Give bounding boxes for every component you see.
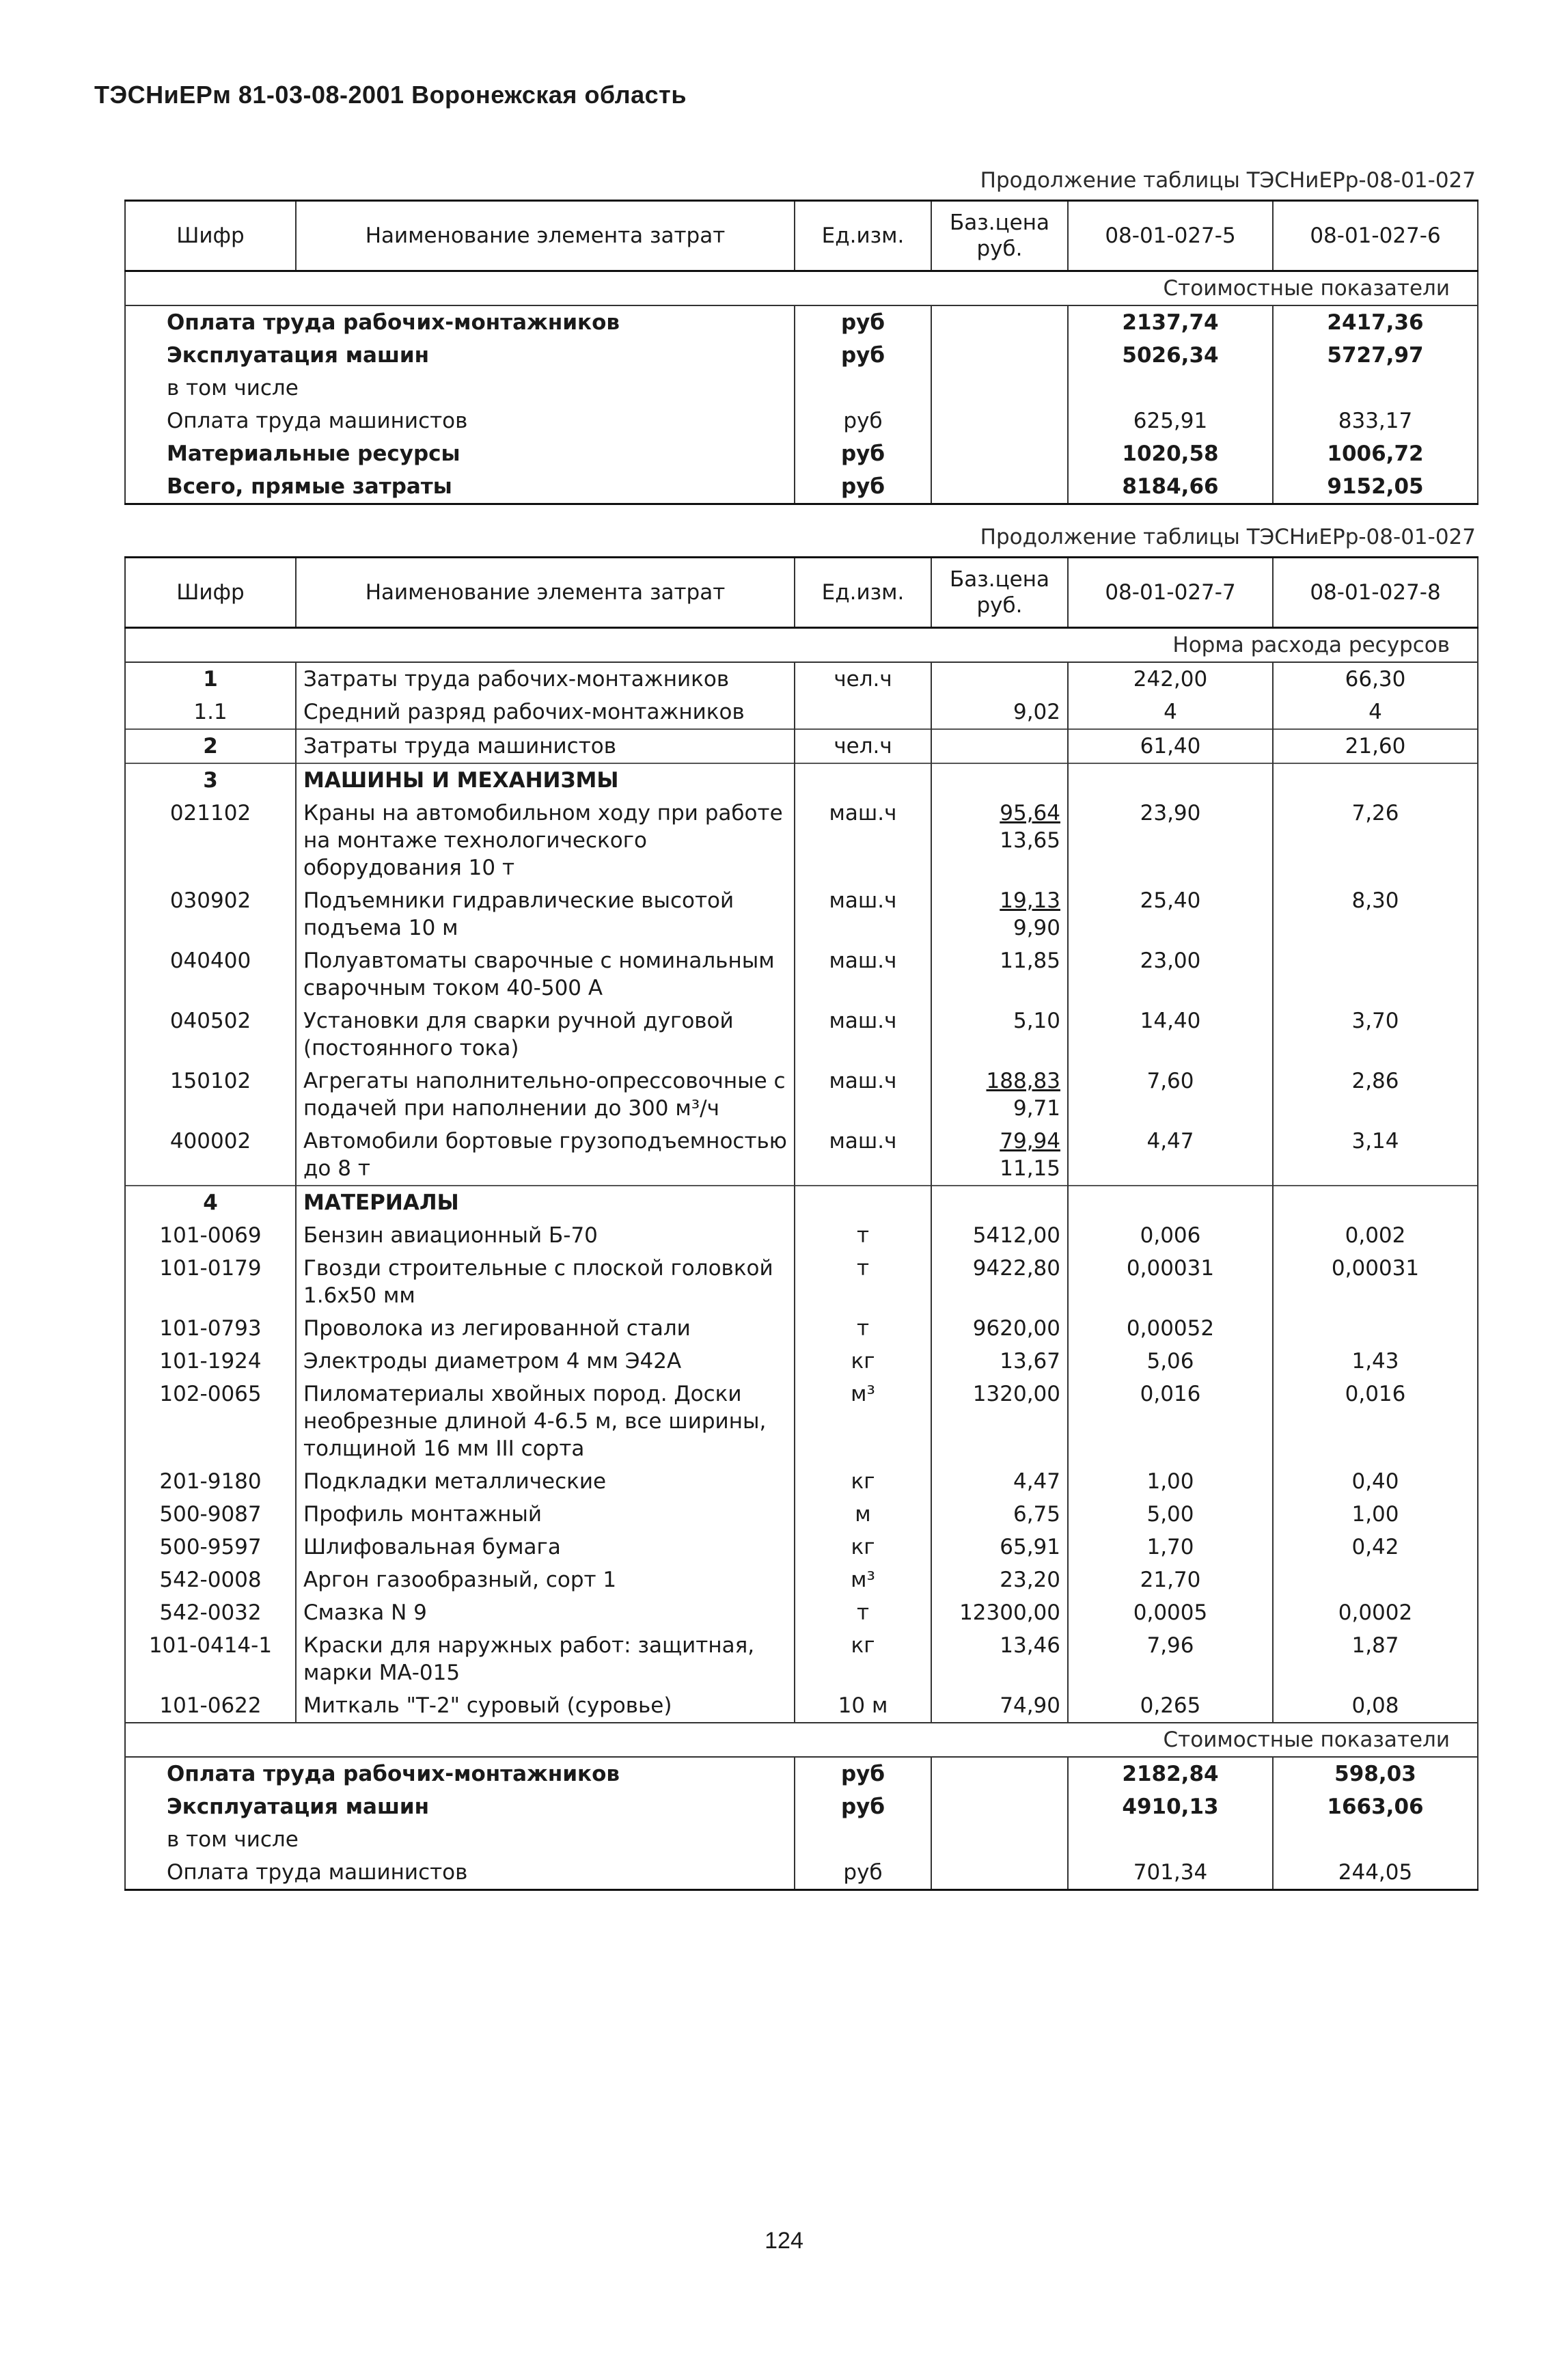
col-header-name: Наименование элемента затрат: [296, 201, 795, 271]
resource-base-price: [931, 1065, 1068, 1125]
table-row: [125, 662, 1478, 696]
resource-base-price: 13,46: [931, 1629, 1068, 1689]
table-row: [125, 1856, 1478, 1890]
cost-item-value-a: 701,34: [1068, 1856, 1273, 1890]
resource-name: Подкладки металлические: [296, 1465, 795, 1498]
cost-item-value-b: 2417,36: [1273, 305, 1478, 339]
resource-name: Гвозди строительные с плоской головкой 1.6х50 мм: [296, 1252, 795, 1312]
band-resource-norm: Норма расхода ресурсов: [125, 628, 1478, 663]
resource-code: 040502: [125, 1005, 296, 1065]
resource-base-price: 9422,80: [931, 1252, 1068, 1312]
table-row: [125, 1125, 1478, 1186]
resource-base-price: 4,47: [931, 1465, 1068, 1498]
norm-value-a: 7,96: [1068, 1629, 1273, 1689]
cost-item-unit: руб: [795, 339, 931, 372]
norm-value-a: [1068, 763, 1273, 797]
resource-code: 150102: [125, 1065, 296, 1125]
cost-item-name: Оплата труда рабочих-монтажников: [125, 1757, 795, 1790]
col-header-code: Шифр: [125, 201, 296, 271]
cost-item-value-b: 5727,97: [1273, 339, 1478, 372]
table-row: [125, 1823, 1478, 1856]
cost-item-value-b: 244,05: [1273, 1856, 1478, 1890]
price-machine: 95,64: [1000, 801, 1060, 825]
resource-code: 4: [125, 1186, 296, 1219]
norm-value-a: 14,40: [1068, 1005, 1273, 1065]
cost-item-name: Материальные ресурсы: [125, 437, 795, 470]
resource-name: Пиломатериалы хвойных пород. Доски необрезные длиной 4-6.5 м, все ширины, толщиной 16 мм III сорта: [296, 1378, 795, 1465]
norm-value-b: 4: [1273, 696, 1478, 729]
norm-value-a: 1,70: [1068, 1531, 1273, 1564]
table-row: [125, 1005, 1478, 1065]
norm-value-b: 1,87: [1273, 1629, 1478, 1689]
table2-band-cost-row: [125, 1723, 1478, 1757]
col-header-name: Наименование элемента затрат: [296, 558, 795, 628]
table-row: [125, 305, 1478, 339]
price-operator: 9,71: [1013, 1096, 1060, 1121]
norm-value-b: 0,40: [1273, 1465, 1478, 1498]
cost-item-price: [931, 1790, 1068, 1823]
cost-item-value-a: 625,91: [1068, 405, 1273, 437]
resource-unit: чел.ч: [795, 729, 931, 763]
resource-unit: [795, 696, 931, 729]
norm-value-b: 1,43: [1273, 1345, 1478, 1378]
cost-item-unit: [795, 1823, 931, 1856]
cost-item-price: [931, 1757, 1068, 1790]
band-cost-indicators: Стоимостные показатели: [125, 1723, 1478, 1757]
resource-unit: 10 м: [795, 1689, 931, 1723]
norm-value-b: 0,00031: [1273, 1252, 1478, 1312]
table-row: [125, 763, 1478, 797]
resource-base-price: 9,02: [931, 696, 1068, 729]
resource-name: МАТЕРИАЛЫ: [296, 1186, 795, 1219]
resource-name: Агрегаты наполнительно-опрессовочные с подачей при наполнении до 300 м³/ч: [296, 1065, 795, 1125]
table-row: [125, 696, 1478, 729]
resource-code: 021102: [125, 797, 296, 884]
cost-item-price: [931, 372, 1068, 405]
cost-item-value-b: 1006,72: [1273, 437, 1478, 470]
col-header-b: 08-01-027-8: [1273, 558, 1478, 628]
col-header-a: 08-01-027-5: [1068, 201, 1273, 271]
page-number: 124: [765, 2228, 803, 2254]
norm-value-b: 0,016: [1273, 1378, 1478, 1465]
price-operator: 13,65: [1000, 828, 1060, 853]
resource-name: Смазка N 9: [296, 1596, 795, 1629]
resource-unit: маш.ч: [795, 1125, 931, 1186]
col-header-a: 08-01-027-7: [1068, 558, 1273, 628]
cost-item-value-b: 833,17: [1273, 405, 1478, 437]
table-row: [125, 884, 1478, 944]
table-row: [125, 729, 1478, 763]
resource-base-price: [931, 797, 1068, 884]
resource-unit: маш.ч: [795, 884, 931, 944]
cost-item-name: Оплата труда машинистов: [125, 405, 795, 437]
table-row: [125, 1345, 1478, 1378]
resource-base-price: [931, 884, 1068, 944]
table1-continuation-label: Продолжение таблицы ТЭСНиЕРр-08-01-027: [980, 168, 1476, 193]
norm-value-a: 61,40: [1068, 729, 1273, 763]
table-row: [125, 944, 1478, 1005]
resource-unit: т: [795, 1596, 931, 1629]
resource-name: Аргон газообразный, сорт 1: [296, 1564, 795, 1596]
norm-value-a: 25,40: [1068, 884, 1273, 944]
resource-code: 101-0069: [125, 1219, 296, 1252]
resource-base-price: 13,67: [931, 1345, 1068, 1378]
table-row: [125, 1065, 1478, 1125]
cost-item-name: Оплата труда машинистов: [125, 1856, 795, 1890]
table-row: [125, 1629, 1478, 1689]
table-row: [125, 1186, 1478, 1219]
resource-name: Краски для наружных работ: защитная, марки МА-015: [296, 1629, 795, 1689]
resource-code: 400002: [125, 1125, 296, 1186]
table-row: [125, 1498, 1478, 1531]
resource-base-price: 5,10: [931, 1005, 1068, 1065]
resource-name: Полуавтоматы сварочные с номинальным сварочным током 40-500 А: [296, 944, 795, 1005]
norm-value-a: 23,00: [1068, 944, 1273, 1005]
col-header-unit: Ед.изм.: [795, 558, 931, 628]
resource-base-price: [931, 729, 1068, 763]
table-row: [125, 470, 1478, 504]
norm-value-a: [1068, 1186, 1273, 1219]
cost-item-value-a: [1068, 372, 1273, 405]
cost-item-name: в том числе: [125, 372, 795, 405]
resource-name: МАШИНЫ И МЕХАНИЗМЫ: [296, 763, 795, 797]
resource-base-price: 12300,00: [931, 1596, 1068, 1629]
resource-base-price: 23,20: [931, 1564, 1068, 1596]
table-row: [125, 1757, 1478, 1790]
cost-item-price: [931, 437, 1068, 470]
resource-code: 2: [125, 729, 296, 763]
norm-value-b: 0,0002: [1273, 1596, 1478, 1629]
resource-code: 101-1924: [125, 1345, 296, 1378]
norm-value-b: 0,002: [1273, 1219, 1478, 1252]
cost-item-value-a: [1068, 1823, 1273, 1856]
resource-unit: маш.ч: [795, 797, 931, 884]
norm-value-a: 5,00: [1068, 1498, 1273, 1531]
norm-value-b: 66,30: [1273, 662, 1478, 696]
resource-code: 030902: [125, 884, 296, 944]
cost-item-name: Эксплуатация машин: [125, 1790, 795, 1823]
resource-name: Проволока из легированной стали: [296, 1312, 795, 1345]
cost-item-value-a: 8184,66: [1068, 470, 1273, 504]
resource-code: 500-9087: [125, 1498, 296, 1531]
table-row: [125, 1378, 1478, 1465]
resource-base-price: 9620,00: [931, 1312, 1068, 1345]
table1-header-row: [125, 201, 1478, 271]
norm-value-a: 0,00031: [1068, 1252, 1273, 1312]
cost-item-unit: руб: [795, 1757, 931, 1790]
resource-unit: кг: [795, 1465, 931, 1498]
table-row: [125, 1312, 1478, 1345]
cost-item-price: [931, 1856, 1068, 1890]
col-header-price: Баз.цена руб.: [931, 201, 1068, 271]
resource-name: Установки для сварки ручной дуговой (постоянного тока): [296, 1005, 795, 1065]
table-row: [125, 797, 1478, 884]
table-row: [125, 1790, 1478, 1823]
cost-item-unit: руб: [795, 1790, 931, 1823]
resource-unit: т: [795, 1312, 931, 1345]
resource-name: Миткаль "Т-2" суровый (суровье): [296, 1689, 795, 1723]
resource-unit: маш.ч: [795, 944, 931, 1005]
norm-value-b: [1273, 1312, 1478, 1345]
table2-continuation-label: Продолжение таблицы ТЭСНиЕРр-08-01-027: [980, 525, 1476, 549]
resource-unit: т: [795, 1252, 931, 1312]
resource-code: 1: [125, 662, 296, 696]
resource-code: 101-0622: [125, 1689, 296, 1723]
resource-code: 542-0008: [125, 1564, 296, 1596]
col-header-code: Шифр: [125, 558, 296, 628]
cost-item-price: [931, 305, 1068, 339]
norm-value-b: 3,70: [1273, 1005, 1478, 1065]
resource-unit: [795, 763, 931, 797]
cost-item-value-b: [1273, 1823, 1478, 1856]
norm-value-a: 242,00: [1068, 662, 1273, 696]
norm-value-b: [1273, 1564, 1478, 1596]
price-operator: 9,90: [1013, 916, 1060, 940]
price-operator: 11,15: [1000, 1156, 1060, 1181]
cost-item-value-b: 9152,05: [1273, 470, 1478, 504]
table-row: [125, 1465, 1478, 1498]
cost-item-value-a: 4910,13: [1068, 1790, 1273, 1823]
resource-base-price: 74,90: [931, 1689, 1068, 1723]
cost-item-price: [931, 405, 1068, 437]
col-header-b: 08-01-027-6: [1273, 201, 1478, 271]
cost-item-unit: руб: [795, 437, 931, 470]
norm-value-b: 21,60: [1273, 729, 1478, 763]
cost-item-name: в том числе: [125, 1823, 795, 1856]
resource-base-price: 1320,00: [931, 1378, 1068, 1465]
resource-name: Краны на автомобильном ходу при работе на монтаже технологического оборудования 10 т: [296, 797, 795, 884]
resource-unit: т: [795, 1219, 931, 1252]
cost-item-price: [931, 470, 1068, 504]
norm-value-a: 4,47: [1068, 1125, 1273, 1186]
resource-code: 201-9180: [125, 1465, 296, 1498]
resource-unit: маш.ч: [795, 1005, 931, 1065]
table1-band-row: [125, 271, 1478, 306]
resource-code: 040400: [125, 944, 296, 1005]
resource-unit: кг: [795, 1345, 931, 1378]
norm-value-a: 21,70: [1068, 1564, 1273, 1596]
price-machine: 188,83: [986, 1069, 1060, 1093]
norm-value-a: 23,90: [1068, 797, 1273, 884]
cost-item-unit: руб: [795, 1856, 931, 1890]
cost-item-value-a: 5026,34: [1068, 339, 1273, 372]
resource-unit: чел.ч: [795, 662, 931, 696]
table-row: [125, 1596, 1478, 1629]
resource-base-price: 11,85: [931, 944, 1068, 1005]
resource-unit: м³: [795, 1378, 931, 1465]
cost-item-unit: руб: [795, 470, 931, 504]
table-row: [125, 372, 1478, 405]
resource-code: 101-0793: [125, 1312, 296, 1345]
resource-unit: м³: [795, 1564, 931, 1596]
norm-value-b: [1273, 763, 1478, 797]
table2-band-norm-row: [125, 628, 1478, 663]
cost-item-price: [931, 1823, 1068, 1856]
table2-header-row: [125, 558, 1478, 628]
cost-item-name: Эксплуатация машин: [125, 339, 795, 372]
norm-value-a: 4: [1068, 696, 1273, 729]
resource-name: Затраты труда машинистов: [296, 729, 795, 763]
resource-base-price: [931, 1125, 1068, 1186]
cost-item-value-b: [1273, 372, 1478, 405]
norm-value-b: 0,42: [1273, 1531, 1478, 1564]
resource-unit: м: [795, 1498, 931, 1531]
norm-value-b: 0,08: [1273, 1689, 1478, 1723]
resource-name: Профиль монтажный: [296, 1498, 795, 1531]
resource-name: Автомобили бортовые грузоподъемностью до 8 т: [296, 1125, 795, 1186]
cost-item-unit: руб: [795, 305, 931, 339]
table-row: [125, 437, 1478, 470]
norm-value-b: [1273, 944, 1478, 1005]
resource-code: 500-9597: [125, 1531, 296, 1564]
cost-item-price: [931, 339, 1068, 372]
resource-code: 101-0414-1: [125, 1629, 296, 1689]
norm-value-a: 0,00052: [1068, 1312, 1273, 1345]
cost-item-name: Всего, прямые затраты: [125, 470, 795, 504]
cost-item-value-b: 598,03: [1273, 1757, 1478, 1790]
resource-name: Средний разряд рабочих-монтажников: [296, 696, 795, 729]
resource-code: 1.1: [125, 696, 296, 729]
cost-table-1: [124, 200, 1478, 505]
resource-code: 102-0065: [125, 1378, 296, 1465]
document-header: ТЭСНиЕРм 81-03-08-2001 Воронежская область: [94, 81, 687, 109]
resource-unit: маш.ч: [795, 1065, 931, 1125]
price-machine: 79,94: [1000, 1129, 1060, 1154]
table-row: [125, 1219, 1478, 1252]
cost-item-value-a: 2137,74: [1068, 305, 1273, 339]
resource-base-price: 6,75: [931, 1498, 1068, 1531]
price-machine: 19,13: [1000, 888, 1060, 913]
table-row: [125, 1689, 1478, 1723]
resource-name: Электроды диаметром 4 мм Э42А: [296, 1345, 795, 1378]
resource-code: 101-0179: [125, 1252, 296, 1312]
norm-value-b: 3,14: [1273, 1125, 1478, 1186]
table-row: [125, 339, 1478, 372]
resource-name: Подъемники гидравлические высотой подъема 10 м: [296, 884, 795, 944]
norm-value-b: 8,30: [1273, 884, 1478, 944]
cost-item-name: Оплата труда рабочих-монтажников: [125, 305, 795, 339]
norm-value-b: 1,00: [1273, 1498, 1478, 1531]
cost-item-value-a: 2182,84: [1068, 1757, 1273, 1790]
resource-base-price: 65,91: [931, 1531, 1068, 1564]
table-row: [125, 1531, 1478, 1564]
norm-value-a: 1,00: [1068, 1465, 1273, 1498]
norm-value-a: 0,006: [1068, 1219, 1273, 1252]
norm-value-a: 0,0005: [1068, 1596, 1273, 1629]
resource-unit: кг: [795, 1531, 931, 1564]
resource-unit: [795, 1186, 931, 1219]
norm-value-a: 0,265: [1068, 1689, 1273, 1723]
norm-value-a: 7,60: [1068, 1065, 1273, 1125]
table-row: [125, 1252, 1478, 1312]
norm-value-b: 2,86: [1273, 1065, 1478, 1125]
col-header-price: Баз.цена руб.: [931, 558, 1068, 628]
cost-item-unit: руб: [795, 405, 931, 437]
resource-base-price: 5412,00: [931, 1219, 1068, 1252]
norm-value-b: 7,26: [1273, 797, 1478, 884]
resource-table-2: [124, 556, 1478, 1891]
col-header-unit: Ед.изм.: [795, 201, 931, 271]
resource-name: Шлифовальная бумага: [296, 1531, 795, 1564]
resource-base-price: [931, 1186, 1068, 1219]
band-cost-indicators: Стоимостные показатели: [125, 271, 1478, 306]
cost-item-unit: [795, 372, 931, 405]
resource-code: 542-0032: [125, 1596, 296, 1629]
table-row: [125, 1564, 1478, 1596]
resource-unit: кг: [795, 1629, 931, 1689]
resource-base-price: [931, 763, 1068, 797]
cost-item-value-a: 1020,58: [1068, 437, 1273, 470]
norm-value-b: [1273, 1186, 1478, 1219]
resource-name: Бензин авиационный Б-70: [296, 1219, 795, 1252]
resource-name: Затраты труда рабочих-монтажников: [296, 662, 795, 696]
table-row: [125, 405, 1478, 437]
norm-value-a: 0,016: [1068, 1378, 1273, 1465]
norm-value-a: 5,06: [1068, 1345, 1273, 1378]
resource-code: 3: [125, 763, 296, 797]
resource-base-price: [931, 662, 1068, 696]
cost-item-value-b: 1663,06: [1273, 1790, 1478, 1823]
